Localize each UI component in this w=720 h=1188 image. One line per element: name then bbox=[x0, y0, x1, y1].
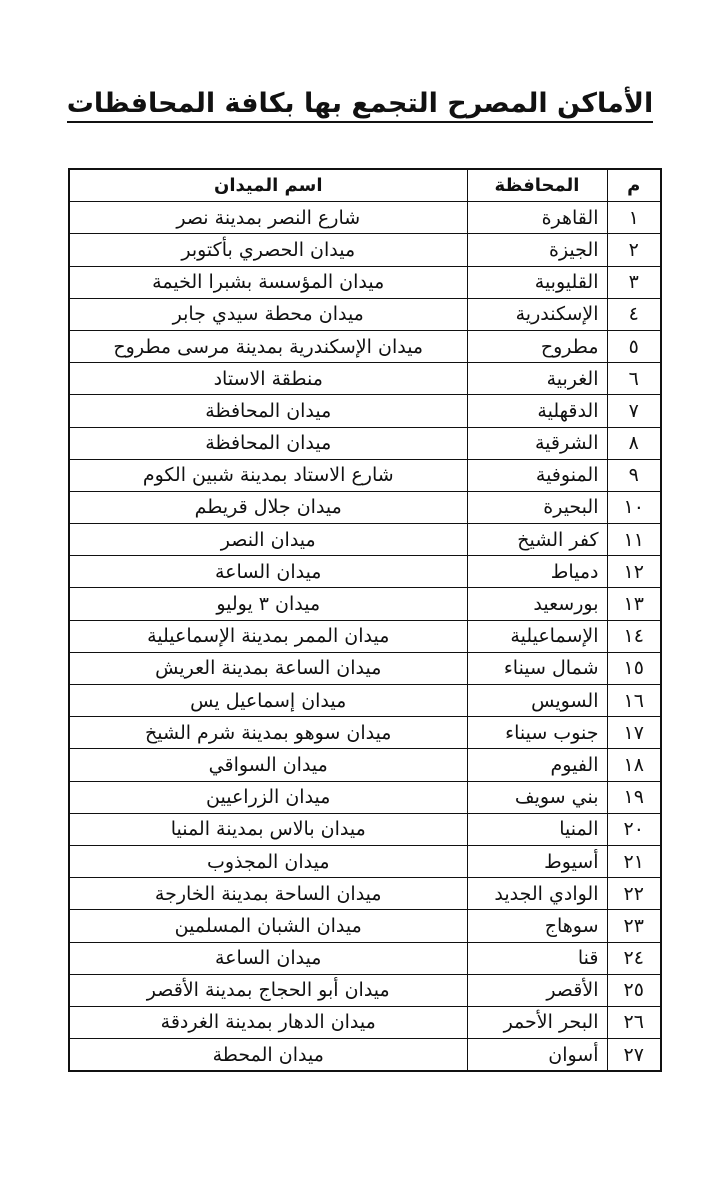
header-governorate: المحافظة bbox=[467, 169, 607, 202]
governorate-cell: الفيوم bbox=[467, 749, 607, 781]
row-number-cell: ١٢ bbox=[607, 556, 661, 588]
table-row bbox=[69, 717, 661, 749]
square-name-cell: ميدان جلال قريطم bbox=[69, 491, 467, 523]
row-number-cell: ٢١ bbox=[607, 845, 661, 877]
governorate-cell: بني سويف bbox=[467, 781, 607, 813]
table-row bbox=[69, 588, 661, 620]
row-number-cell: ١٦ bbox=[607, 685, 661, 717]
row-number-cell: ١٥ bbox=[607, 652, 661, 684]
table-row bbox=[69, 813, 661, 845]
square-name-cell: ميدان الممر بمدينة الإسماعيلية bbox=[69, 620, 467, 652]
row-number-cell: ٢٠ bbox=[607, 813, 661, 845]
square-name-cell: ميدان السواقي bbox=[69, 749, 467, 781]
governorate-cell: جنوب سيناء bbox=[467, 717, 607, 749]
table-row bbox=[69, 942, 661, 974]
square-name-cell: ميدان بالاس بمدينة المنيا bbox=[69, 813, 467, 845]
row-number-cell: ١ bbox=[607, 202, 661, 234]
table-row bbox=[69, 395, 661, 427]
governorate-cell: بورسعيد bbox=[467, 588, 607, 620]
table-row bbox=[69, 234, 661, 266]
governorate-cell: القاهرة bbox=[467, 202, 607, 234]
square-name-cell: ميدان الدهار بمدينة الغردقة bbox=[69, 1006, 467, 1038]
governorate-cell: المنوفية bbox=[467, 459, 607, 491]
square-name-cell: ميدان أبو الحجاج بمدينة الأقصر bbox=[69, 974, 467, 1006]
row-number-cell: ٦ bbox=[607, 363, 661, 395]
row-number-cell: ٧ bbox=[607, 395, 661, 427]
governorate-cell: مطروح bbox=[467, 330, 607, 362]
governorate-cell: شمال سيناء bbox=[467, 652, 607, 684]
row-number-cell: ١٨ bbox=[607, 749, 661, 781]
square-name-cell: ميدان الحصري بأكتوبر bbox=[69, 234, 467, 266]
table-row bbox=[69, 910, 661, 942]
table-row bbox=[69, 266, 661, 298]
governorate-cell: البحيرة bbox=[467, 491, 607, 523]
square-name-cell: ميدان الساعة بمدينة العريش bbox=[69, 652, 467, 684]
square-name-cell: شارع الاستاد بمدينة شبين الكوم bbox=[69, 459, 467, 491]
page-title-text: الأماكن المصرح التجمع بها بكافة المحافظات bbox=[67, 88, 653, 123]
governorate-cell: الجيزة bbox=[467, 234, 607, 266]
square-name-cell: ميدان الزراعيين bbox=[69, 781, 467, 813]
row-number-cell: ١١ bbox=[607, 524, 661, 556]
table-row bbox=[69, 298, 661, 330]
row-number-cell: ٢٦ bbox=[607, 1006, 661, 1038]
row-number-cell: ٩ bbox=[607, 459, 661, 491]
square-name-cell: ميدان المؤسسة بشبرا الخيمة bbox=[69, 266, 467, 298]
row-number-cell: ١٠ bbox=[607, 491, 661, 523]
governorate-cell: الأقصر bbox=[467, 974, 607, 1006]
governorate-cell: السويس bbox=[467, 685, 607, 717]
square-name-cell: ميدان سوهو بمدينة شرم الشيخ bbox=[69, 717, 467, 749]
row-number-cell: ٢ bbox=[607, 234, 661, 266]
row-number-cell: ٥ bbox=[607, 330, 661, 362]
table-row bbox=[69, 427, 661, 459]
square-name-cell: ميدان ٣ يوليو bbox=[69, 588, 467, 620]
row-number-cell: ٢٤ bbox=[607, 942, 661, 974]
square-name-cell: ميدان محطة سيدي جابر bbox=[69, 298, 467, 330]
page-title bbox=[60, 84, 660, 124]
square-name-cell: شارع النصر بمدينة نصر bbox=[69, 202, 467, 234]
governorate-cell: قنا bbox=[467, 942, 607, 974]
governorate-cell: القليوبية bbox=[467, 266, 607, 298]
square-name-cell: ميدان المجذوب bbox=[69, 845, 467, 877]
squares-table bbox=[68, 168, 662, 1072]
governorate-cell: البحر الأحمر bbox=[467, 1006, 607, 1038]
governorate-cell: الدقهلية bbox=[467, 395, 607, 427]
governorate-cell: الإسماعيلية bbox=[467, 620, 607, 652]
table-row bbox=[69, 974, 661, 1006]
row-number-cell: ٤ bbox=[607, 298, 661, 330]
row-number-cell: ٢٢ bbox=[607, 878, 661, 910]
square-name-cell: ميدان الشبان المسلمين bbox=[69, 910, 467, 942]
governorate-cell: أسيوط bbox=[467, 845, 607, 877]
table-row bbox=[69, 491, 661, 523]
governorate-cell: الوادي الجديد bbox=[467, 878, 607, 910]
square-name-cell: ميدان الساحة بمدينة الخارجة bbox=[69, 878, 467, 910]
square-name-cell: منطقة الاستاد bbox=[69, 363, 467, 395]
governorate-cell: الشرقية bbox=[467, 427, 607, 459]
header-square-name: اسم الميدان bbox=[69, 169, 467, 202]
row-number-cell: ١٩ bbox=[607, 781, 661, 813]
square-name-cell: ميدان الساعة bbox=[69, 556, 467, 588]
table-row bbox=[69, 685, 661, 717]
row-number-cell: ٨ bbox=[607, 427, 661, 459]
governorate-cell: الإسكندرية bbox=[467, 298, 607, 330]
square-name-cell: ميدان الساعة bbox=[69, 942, 467, 974]
square-name-cell: ميدان النصر bbox=[69, 524, 467, 556]
table-row bbox=[69, 652, 661, 684]
header-number: م bbox=[607, 169, 661, 202]
table-row bbox=[69, 845, 661, 877]
table-row bbox=[69, 1006, 661, 1038]
table-row bbox=[69, 878, 661, 910]
table-row bbox=[69, 556, 661, 588]
governorate-cell: سوهاج bbox=[467, 910, 607, 942]
row-number-cell: ١٣ bbox=[607, 588, 661, 620]
table-row bbox=[69, 330, 661, 362]
table-row bbox=[69, 1039, 661, 1072]
governorate-cell: دمياط bbox=[467, 556, 607, 588]
table-row bbox=[69, 202, 661, 234]
table-row bbox=[69, 363, 661, 395]
row-number-cell: ٢٥ bbox=[607, 974, 661, 1006]
table-row bbox=[69, 781, 661, 813]
square-name-cell: ميدان الإسكندرية بمدينة مرسى مطروح bbox=[69, 330, 467, 362]
table-header-row bbox=[69, 169, 661, 202]
table-row bbox=[69, 524, 661, 556]
row-number-cell: ٢٧ bbox=[607, 1039, 661, 1072]
square-name-cell: ميدان المحافظة bbox=[69, 427, 467, 459]
square-name-cell: ميدان المحافظة bbox=[69, 395, 467, 427]
square-name-cell: ميدان المحطة bbox=[69, 1039, 467, 1072]
square-name-cell: ميدان إسماعيل يس bbox=[69, 685, 467, 717]
row-number-cell: ٢٣ bbox=[607, 910, 661, 942]
row-number-cell: ٣ bbox=[607, 266, 661, 298]
table-row bbox=[69, 620, 661, 652]
governorate-cell: الغربية bbox=[467, 363, 607, 395]
governorate-cell: كفر الشيخ bbox=[467, 524, 607, 556]
row-number-cell: ١٤ bbox=[607, 620, 661, 652]
table-row bbox=[69, 749, 661, 781]
row-number-cell: ١٧ bbox=[607, 717, 661, 749]
governorate-cell: أسوان bbox=[467, 1039, 607, 1072]
table-row bbox=[69, 459, 661, 491]
table-body bbox=[69, 202, 661, 1072]
governorate-cell: المنيا bbox=[467, 813, 607, 845]
